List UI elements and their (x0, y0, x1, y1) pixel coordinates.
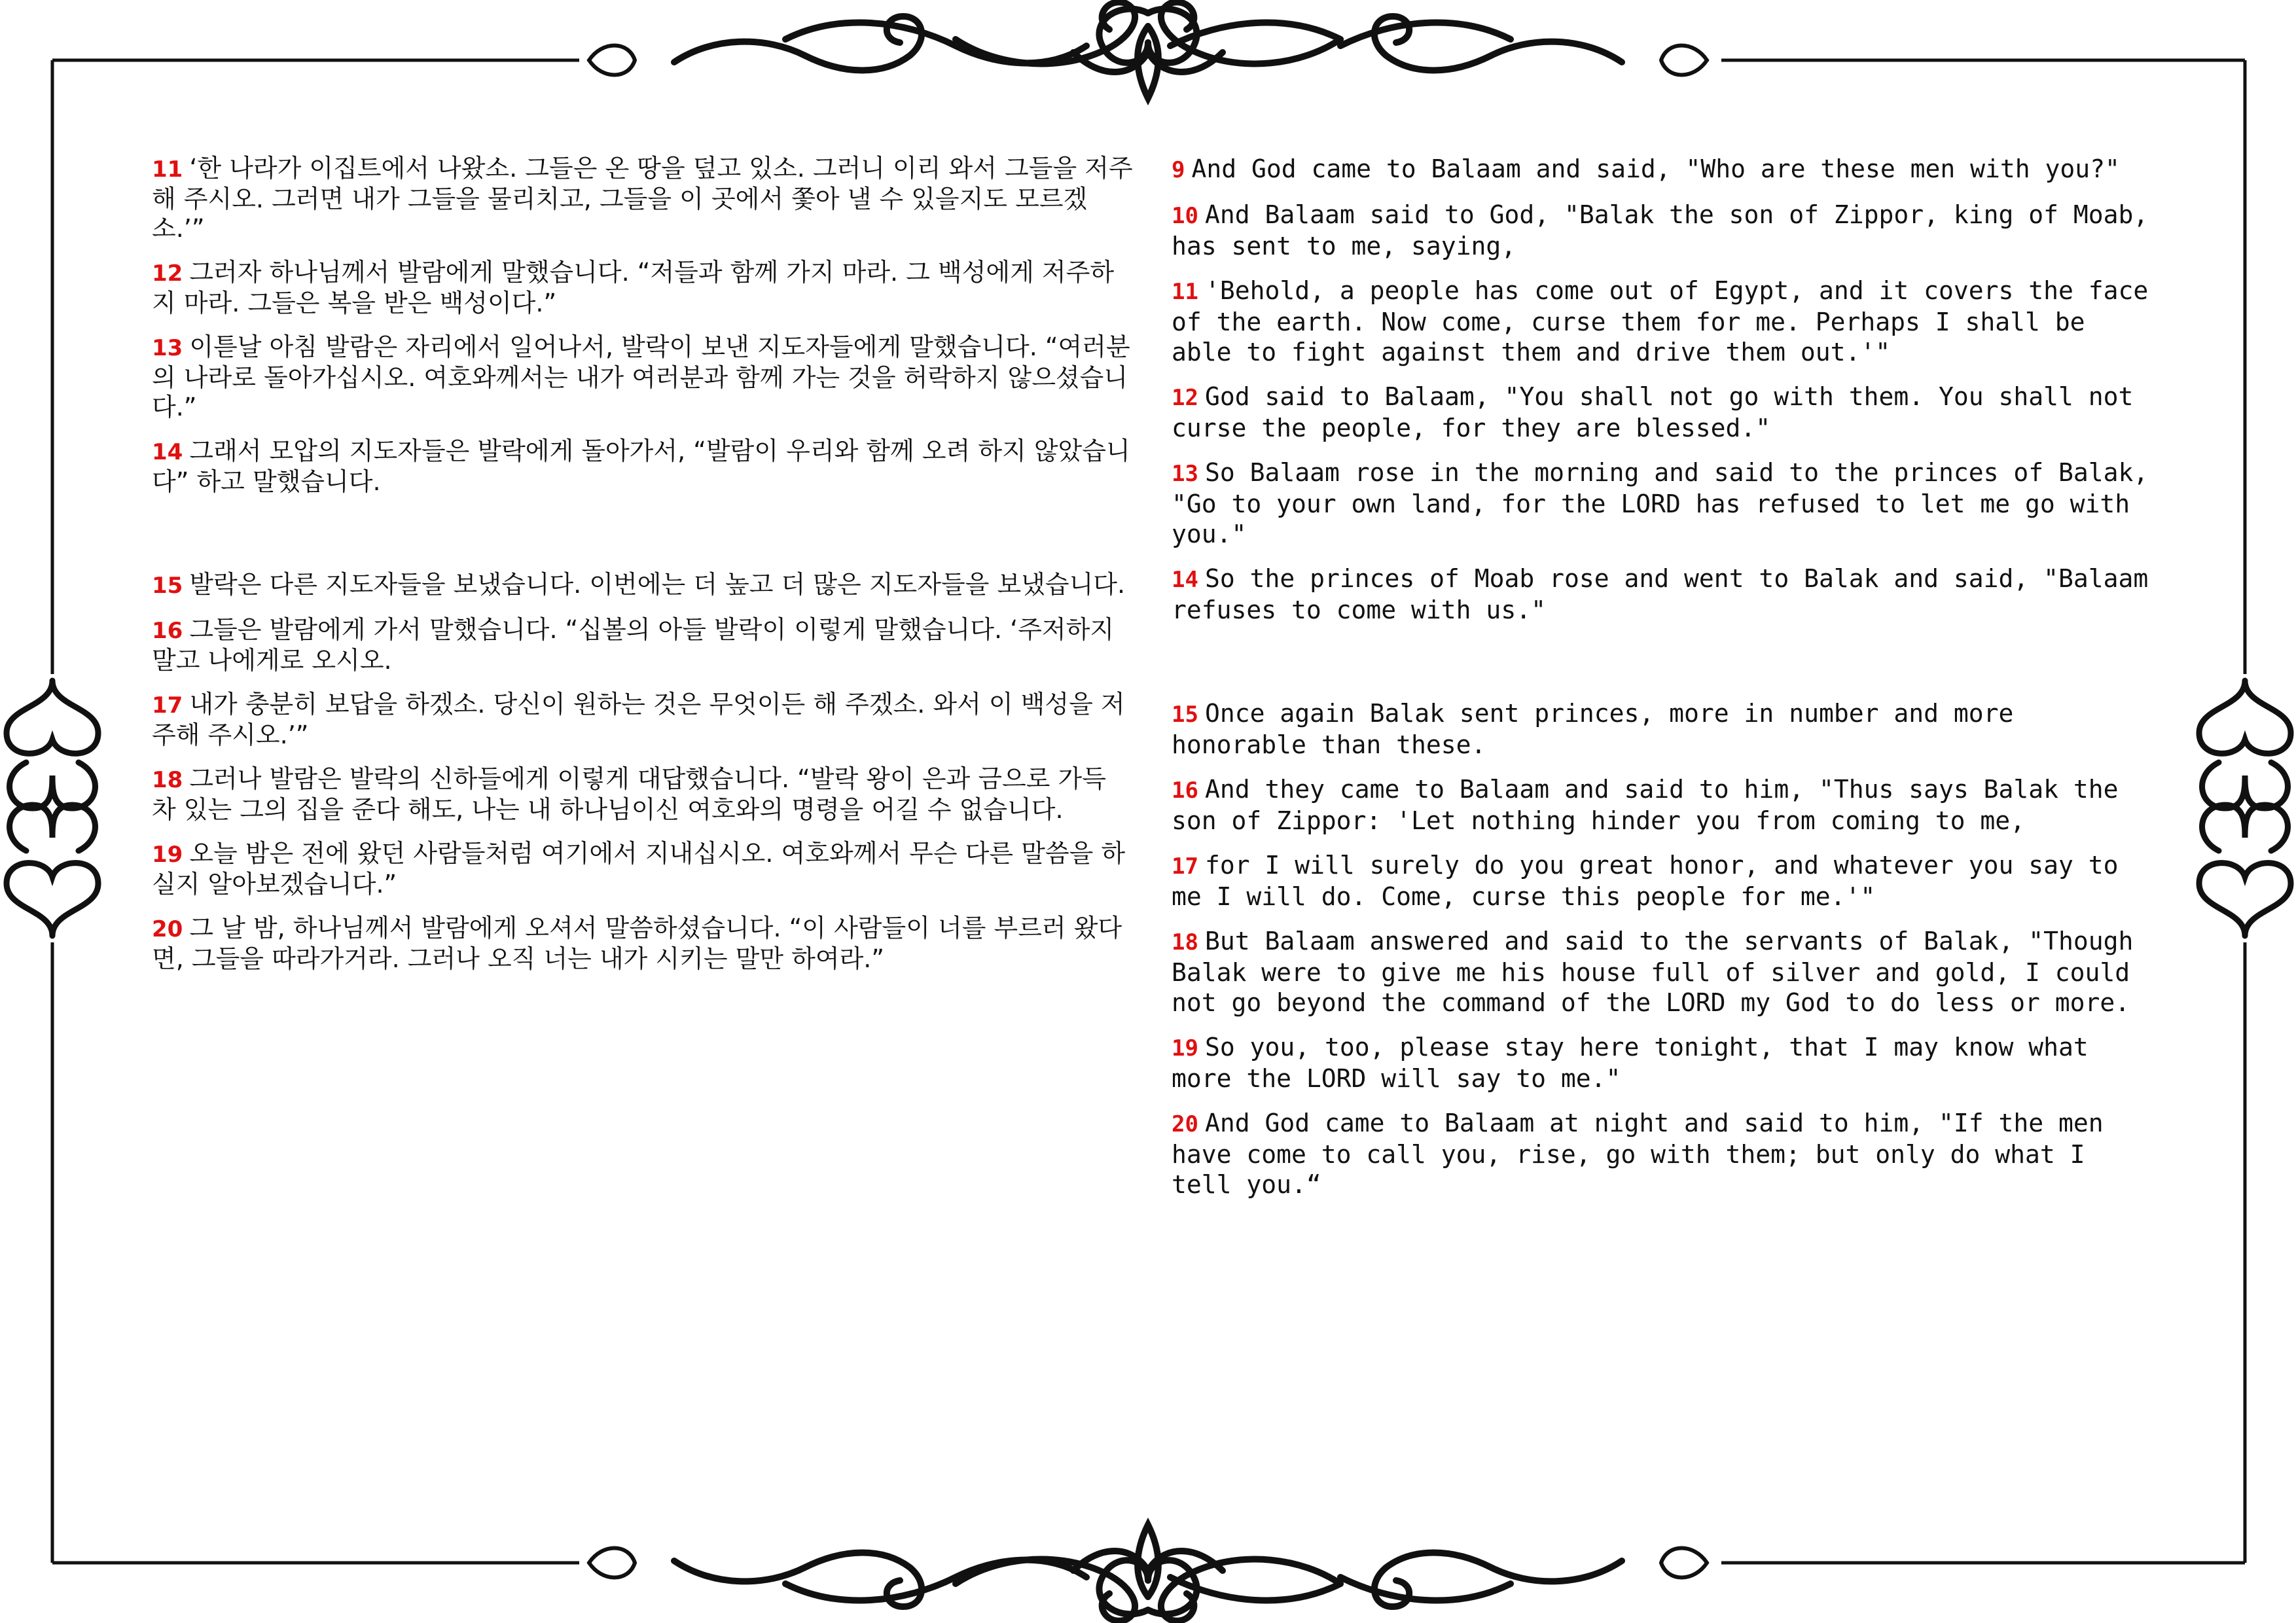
verse-text: 오늘 밤은 전에 왔던 사람들처럼 여기에서 지내십시오. 여호와께서 무슨 다른 말씀을 하실지 알아보겠습니다.” (152, 839, 1126, 899)
verse (152, 914, 1134, 974)
verse (152, 154, 1134, 243)
verse-number: 14 (152, 439, 183, 465)
ornamental-scroll-top-icon (589, 2, 1707, 98)
verse (1172, 774, 2153, 836)
korean-verses-group-a (152, 154, 1134, 497)
verse (1172, 698, 2153, 760)
verse-text: So the princes of Moab rose and went to Balak and said, "Balaam refuses to come with us." (1172, 564, 2149, 624)
verse-number: 17 (152, 692, 183, 719)
verse (152, 332, 1134, 422)
verse (1172, 457, 2153, 549)
verse-text: ‘한 나라가 이집트에서 나왔소. 그들은 온 땅을 덮고 있소. 그러니 이리 와서 그들을 저주해 주시오. 그러면 내가 그들을 물리치고, 그들을 이 곳에서 쫓아 낼 수 있을지도 모르겠소.’” (152, 154, 1133, 243)
verse-number: 17 (1172, 853, 1198, 880)
verse-text: 그래서 모압의 지도자들은 발락에게 돌아가서, “발람이 우리와 함께 오려 하지 않았습니다” 하고 말했습니다. (152, 437, 1130, 496)
verse (1172, 1108, 2153, 1200)
verse-number: 12 (1172, 385, 1198, 411)
verse-text: God said to Balaam, "You shall not go with them. You shall not curse the people, for they are blessed." (1172, 382, 2134, 442)
verse-text: And Balaam said to God, "Balak the son of Zippor, king of Moab, has sent to me, saying, (1172, 200, 2149, 260)
verse-number: 18 (1172, 929, 1198, 955)
english-verses-group-b (1172, 698, 2153, 1200)
verse (1172, 200, 2153, 261)
verse-number: 11 (152, 156, 183, 183)
verse-text: And God came to Balaam and said, "Who are these men with you?" (1191, 154, 2120, 183)
verse-number: 16 (1172, 777, 1198, 804)
verse-text: 그러자 하나님께서 발람에게 말했습니다. “저들과 함께 가지 마라. 그 백성에게 저주하지 마라. 그들은 복을 받은 백성이다.” (152, 258, 1115, 317)
verse (152, 258, 1134, 318)
verse-text: 발락은 다른 지도자들을 보냈습니다. 이번에는 더 높고 더 많은 지도자들을 보냈습니다. (189, 570, 1126, 599)
verse-text: And God came to Balaam at night and said to him, "If the men have come to call you, rise, go with them; but only do what I tell you.“ (1172, 1109, 2104, 1199)
verse-number: 16 (152, 618, 183, 644)
verse (1172, 1032, 2153, 1094)
verse-number: 11 (1172, 279, 1198, 305)
english-text-column (1172, 154, 2153, 1214)
verse-text: 그러나 발람은 발락의 신하들에게 이렇게 대답했습니다. “발락 왕이 은과 금으로 가득 차 있는 그의 집을 준다 해도, 나는 내 하나님이신 여호와의 명령을 어길 수 없습니다. (152, 764, 1106, 824)
verse-number: 12 (152, 260, 183, 287)
verse (152, 690, 1134, 750)
verse (152, 764, 1134, 825)
verse (1172, 850, 2153, 912)
verse (152, 615, 1134, 675)
korean-text-column (152, 154, 1134, 988)
verse-number: 15 (1172, 702, 1198, 728)
paragraph-gap (1172, 639, 2153, 698)
verse-number: 13 (1172, 461, 1198, 487)
verse-number: 19 (152, 842, 183, 868)
korean-verses-group-b (152, 570, 1134, 974)
verse-text: 내가 충분히 보답을 하겠소. 당신이 원하는 것은 무엇이든 해 주겠소. 와서 이 백성을 저주해 주시오.’” (152, 690, 1125, 749)
verse-number: 9 (1172, 157, 1185, 183)
verse-number: 20 (152, 916, 183, 942)
verse-number: 18 (152, 767, 183, 793)
verse-number: 10 (1172, 203, 1198, 229)
verse-text: So you, too, please stay here tonight, that I may know what more the LORD will say to me." (1172, 1033, 2089, 1093)
verse-number: 19 (1172, 1035, 1198, 1061)
verse-text: But Balaam answered and said to the servants of Balak, "Though Balak were to give me his house full of silver and gold, I could not go beyond the command of the LORD my God to do less or more. (1172, 927, 2134, 1017)
english-verses-group-a (1172, 154, 2153, 625)
verse-text: And they came to Balaam and said to him, "Thus says Balak the son of Zippor: 'Let nothing hinder you from coming to me, (1172, 775, 2119, 835)
verse (1172, 926, 2153, 1018)
verse-number: 20 (1172, 1111, 1198, 1137)
paragraph-gap (152, 511, 1134, 570)
verse-number: 14 (1172, 567, 1198, 593)
verse-number: 15 (152, 573, 183, 599)
verse (1172, 154, 2153, 185)
verse-text: 이튿날 아침 발람은 자리에서 일어나서, 발락이 보낸 지도자들에게 말했습니다. “여러분의 나라로 돌아가십시오. 여호와께서는 내가 여러분과 함께 가는 것을 허락하지 않으셨습니다.” (152, 332, 1130, 421)
verse-text: 'Behold, a people has come out of Egypt, and it covers the face of the earth. Now come, curse them for me. Perhaps I shall be able to fight against them and drive them out.'" (1172, 276, 2149, 366)
ornamental-scroll-bottom-icon (589, 1525, 1707, 1621)
verse (152, 839, 1134, 899)
verse (152, 570, 1134, 601)
verse (1172, 276, 2153, 367)
verse-text: for I will surely do you great honor, and whatever you say to me I will do. Come, curse this people for me.'" (1172, 851, 2119, 911)
ornamental-heart-scroll-right-icon (2199, 681, 2291, 936)
verse-text: 그 날 밤, 하나님께서 발람에게 오셔서 말씀하셨습니다. “이 사람들이 너를 부르러 왔다면, 그들을 따라가거라. 그러나 오직 너는 내가 시키는 말만 하여라.” (152, 914, 1122, 973)
verse-text: 그들은 발람에게 가서 말했습니다. “십볼의 아들 발락이 이렇게 말했습니다. ‘주저하지 말고 나에게로 오시오. (152, 615, 1115, 675)
verse (152, 437, 1134, 497)
verse-number: 13 (152, 335, 183, 361)
verse-text: Once again Balak sent princes, more in number and more honorable than these. (1172, 699, 2014, 759)
verse (1172, 382, 2153, 443)
verse (1172, 563, 2153, 625)
ornamental-heart-scroll-left-icon (7, 681, 98, 936)
verse-text: So Balaam rose in the morning and said to the princes of Balak, "Go to your own land, for the LORD has refused to let me go with you." (1172, 458, 2149, 548)
